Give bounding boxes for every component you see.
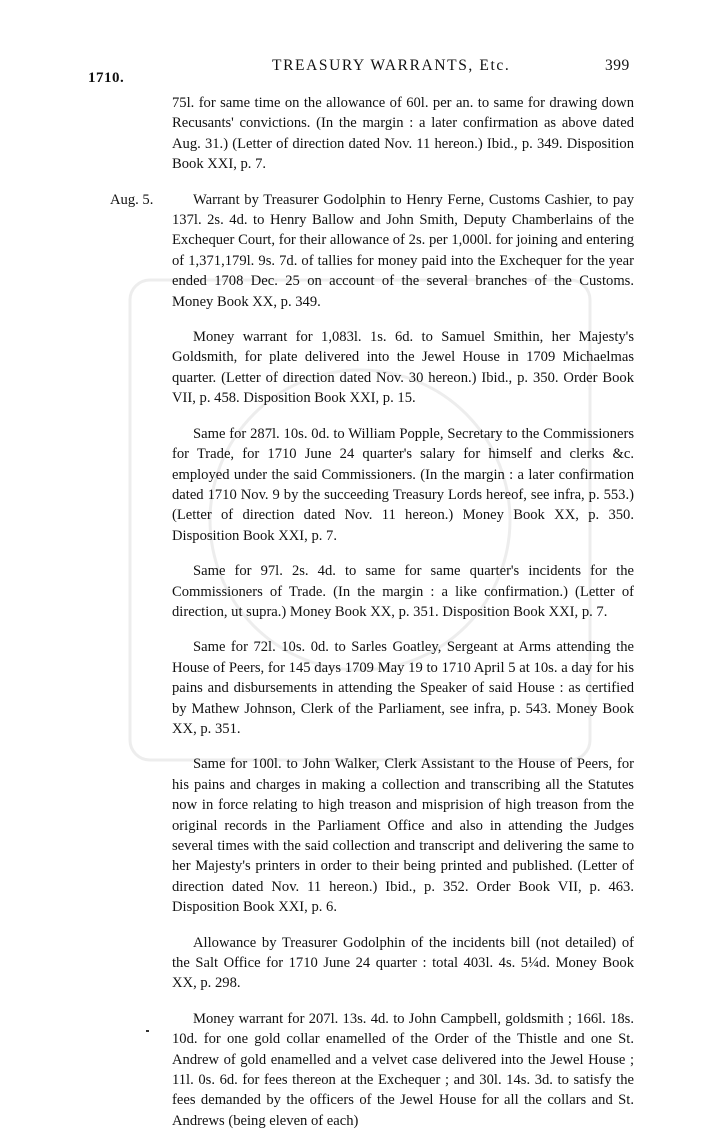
- entry-text: Same for 287l. 10s. 0d. to William Popple, Secretary to the Commissioners for Trade, for 1710 June 24 quarter's salary for himself and clerks &c. employed under the said Commissioners. (In the margin : a later confirmation dated 1710 Nov. 9 by the succeeding Treasury Lords hereof, see infra, p. 553.) (Letter of direction dated Nov. 11 hereon.) Money Book XX, p. 350. Disposition Book XXI, p. 7.: [172, 425, 634, 544]
- entry-text: Money warrant for 1,083l. 1s. 6d. to Samuel Smithin, her Majesty's Goldsmith, for plate delivered into the Jewel House in 1709 Michaelmas quarter. (Letter of direction dated Nov. 30 hereon.) Ibid., p. 350. Order Book VII, p. 458. Disposition Book XXI, p. 15.: [172, 329, 634, 407]
- entry-text: Money warrant for 207l. 13s. 4d. to John Campbell, goldsmith ; 166l. 18s. 10d. for one gold collar enamelled of the Order of the Thistle and one St. Andrew of gold enamelled and a velvet case delivered into the Jewel House ; 11l. 0s. 6d. for fees thereon at the Exchequer ; and 30l. 14s. 3d. to satisfy the fees demanded by the officers of the Jewel House for all the collars and St. Andrews (being eleven of each): [172, 1010, 634, 1129]
- entry-text: Same for 100l. to John Walker, Clerk Assistant to the House of Peers, for his pains and charges in making a collection and transcribing all the Statutes now in force relating to high treason and misprision of high treason from the original records in the Parliament Office and also in attending the Judges several times with the said collection and transcript and delivering the same to her Majesty's printers in order to their being printed and published. (Letter of direction dated Nov. 11 hereon.) Ibid., p. 352. Order Book VII, p. 463. Disposition Book XXI, p. 6.: [172, 756, 634, 916]
- stray-mark: [146, 1030, 149, 1032]
- page-header: [0, 0, 720, 100]
- entry-text: Warrant by Treasurer Godolphin to Henry Ferne, Customs Cashier, to pay 137l. 2s. 4d. to Henry Ballow and John Smith, Deputy Chamberlains of the Exchequer Court, for their allowance of 2s. per 1,000l. for joining and entering of 1,371,179l. 9s. 7d. of tallies for money paid into the Exchequer for the year ended 1708 Dec. 25 on account of the several branches of the Customs. Money Book XX, p. 349.: [172, 191, 634, 310]
- page-number: 399: [605, 57, 630, 74]
- entry-4: [172, 561, 634, 622]
- entry-text: Allowance by Treasurer Godolphin of the incidents bill (not detailed) of the Salt Office for 1710 June 24 quarter : total 403l. 4s. 5¼d. Money Book XX, p. 298.: [172, 934, 634, 992]
- entry-2: [172, 327, 634, 409]
- document-body: [110, 93, 634, 1146]
- entry-date: Aug. 5.: [110, 191, 154, 208]
- entry-8: [172, 1009, 634, 1131]
- entry-text: Same for 72l. 10s. 0d. to Sarles Goatley, Sergeant at Arms attending the House of Peers, for 145 days 1709 May 19 to 1710 April 5 at 10s. a day for his pains and disbursements in attending the Speaker of said House : as certified by Mathew Johnson, Clerk of the Parliament, see infra, p. 543. Money Book XX, p. 351.: [172, 639, 634, 737]
- entry-6: [172, 754, 634, 917]
- entry-5: [172, 637, 634, 739]
- entry-text: 75l. for same time on the allowance of 60l. per an. to same for drawing down Recusants' convictions. (In the margin : a later confirmation as above dated Aug. 31.) (Letter of direction dated Nov. 11 hereon.) Ibid., p. 349. Disposition Book XXI, p. 7.: [172, 95, 634, 173]
- header-year: 1710.: [88, 70, 125, 86]
- entry-7: [172, 933, 634, 994]
- running-title: TREASURY WARRANTS, Etc.: [272, 57, 511, 74]
- entry-3: [172, 424, 634, 546]
- entry-0: [172, 93, 634, 175]
- entry-1: [110, 190, 634, 312]
- entry-text: Same for 97l. 2s. 4d. to same for same quarter's incidents for the Commissioners of Trade. (In the margin : a like confirmation.) (Letter of direction, ut supra.) Money Book XX, p. 351. Disposition Book XXI, p. 7.: [172, 563, 634, 620]
